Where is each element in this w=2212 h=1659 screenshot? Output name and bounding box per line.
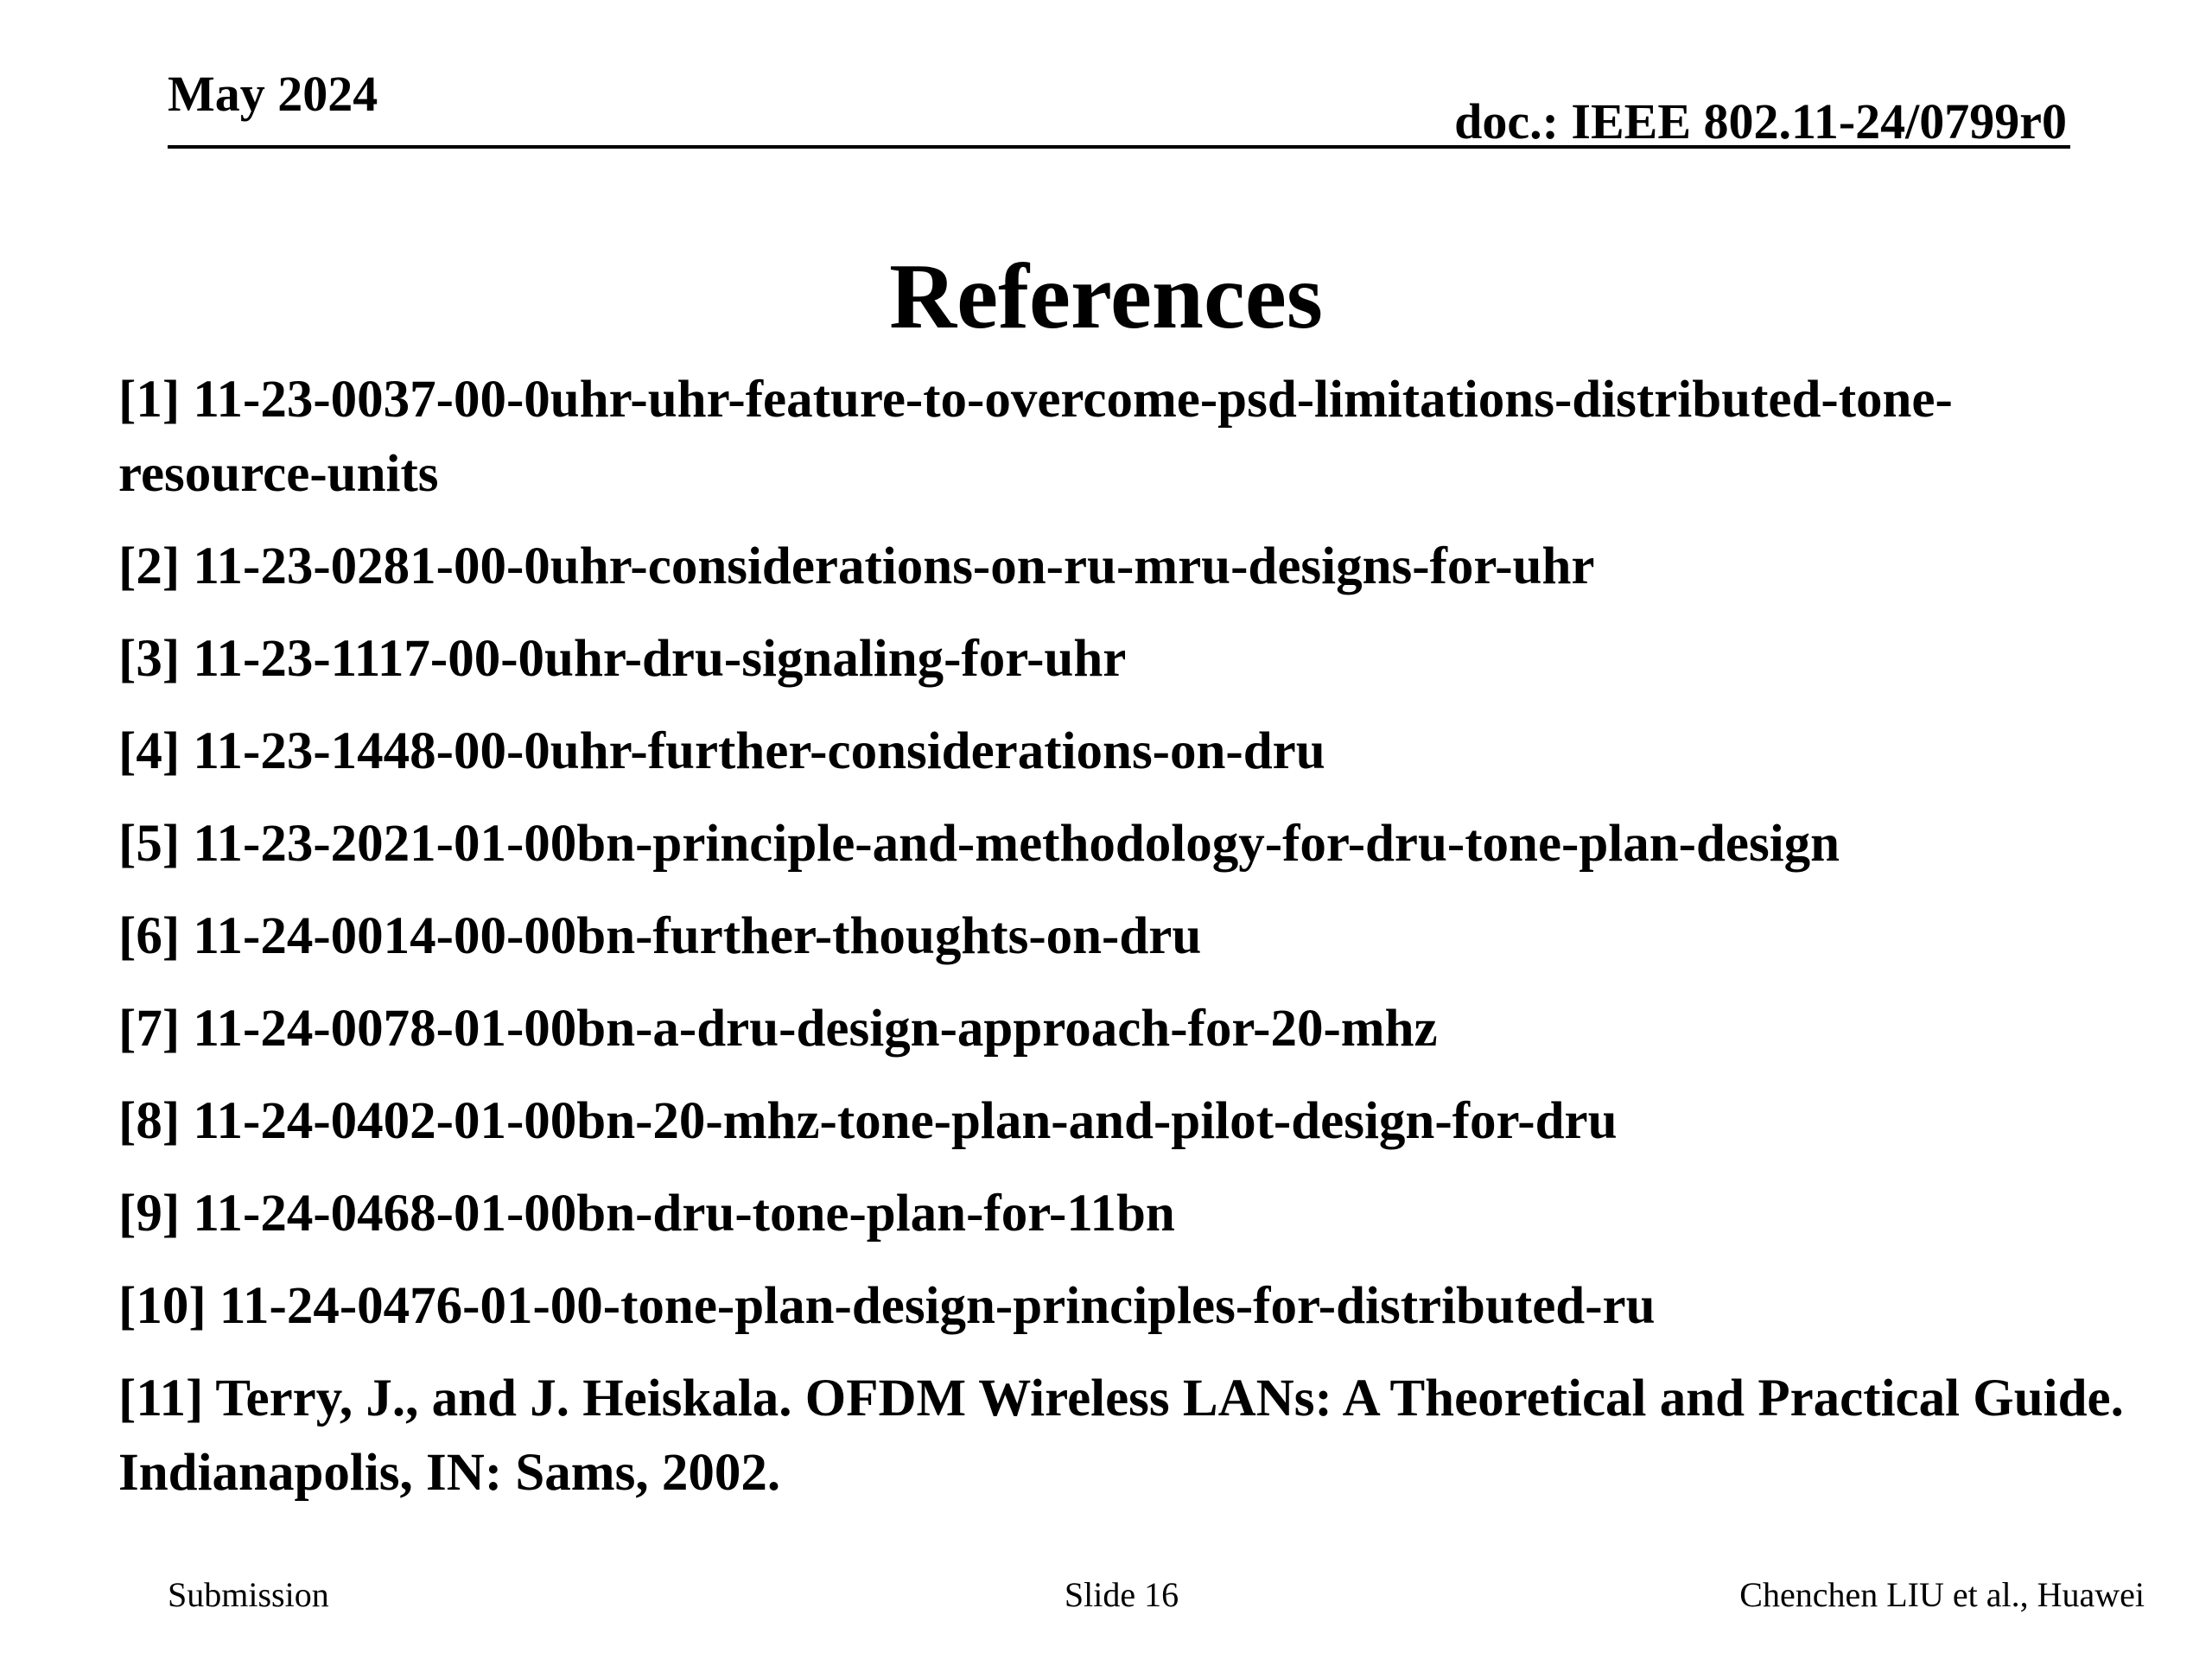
reference-item-2: [2] 11-23-0281-00-0uhr-considerations-on-ru-mru-designs-for-uhr (118, 537, 1595, 595)
reference-item-1: [1] 11-23-0037-00-0uhr-uhr-feature-to-overcome-psd-limitations-distributed-tone-resource-units (118, 371, 1953, 503)
footer-submission: Submission (168, 1575, 329, 1614)
slide-title: References (889, 245, 1323, 348)
reference-item-5: [5] 11-23-2021-01-00bn-principle-and-methodology-for-dru-tone-plan-design (118, 815, 1840, 873)
header-doc-id: doc.: IEEE 802.11-24/0799r0 (1454, 93, 2067, 149)
reference-item-3: [3] 11-23-1117-00-0uhr-dru-signaling-for-uhr (118, 630, 1127, 688)
header-date: May 2024 (168, 66, 378, 122)
reference-item-8: [8] 11-24-0402-01-00bn-20-mhz-tone-plan-and-pilot-design-for-dru (118, 1092, 1618, 1150)
reference-item-11: [11] Terry, J., and J. Heiskala. OFDM Wireless LANs: A Theoretical and Practical Guide. Indianapolis, IN: Sams, 2002. (118, 1370, 2124, 1502)
footer-author: Chenchen LIU et al., Huawei (1739, 1575, 2145, 1614)
reference-item-7: [7] 11-24-0078-01-00bn-a-dru-design-approach-for-20-mhz (118, 1000, 1438, 1058)
reference-item-10: [10] 11-24-0476-01-00-tone-plan-design-principles-for-distributed-ru (118, 1277, 1656, 1335)
reference-item-4: [4] 11-23-1448-00-0uhr-further-considerations-on-dru (118, 722, 1325, 780)
reference-item-6: [6] 11-24-0014-00-00bn-further-thoughts-on-dru (118, 907, 1202, 965)
reference-list (118, 363, 2158, 1510)
reference-item-9: [9] 11-24-0468-01-00bn-dru-tone-plan-for-11bn (118, 1185, 1175, 1243)
footer-slide-number: Slide 16 (1064, 1575, 1179, 1614)
header-divider (168, 145, 2070, 149)
